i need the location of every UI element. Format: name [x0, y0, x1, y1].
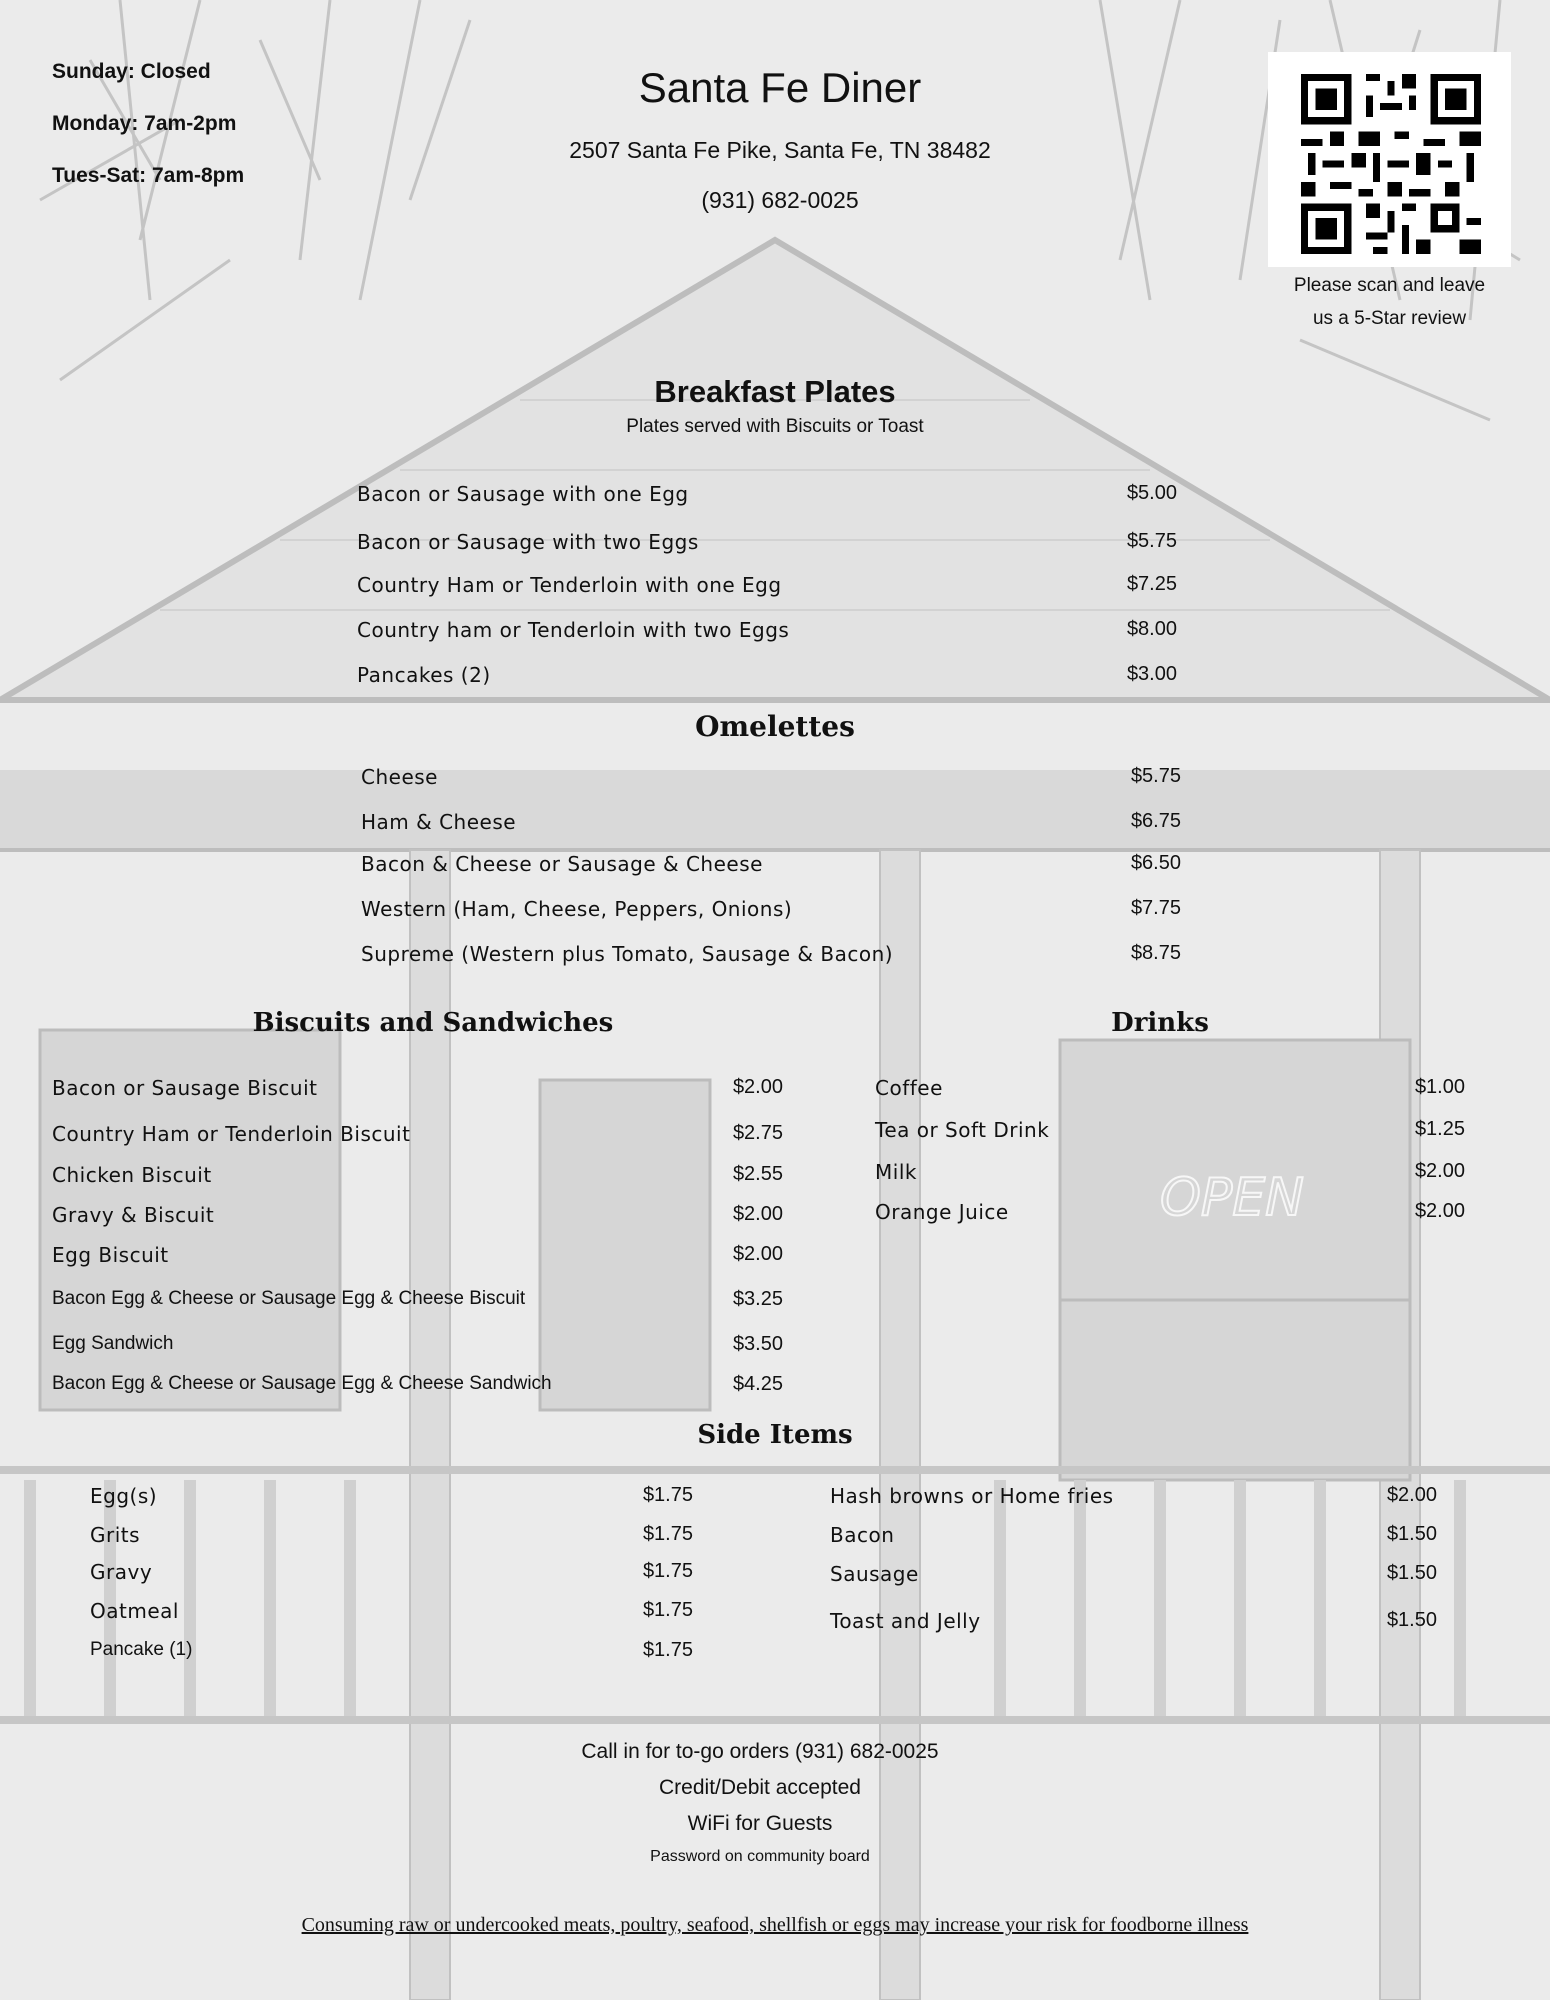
menu-item-name: Grits	[90, 1523, 141, 1547]
menu-item-row	[361, 810, 1181, 834]
menu-item-row	[52, 1203, 783, 1227]
menu-item-price: $5.00	[1126, 482, 1177, 504]
menu-item-row	[52, 1288, 783, 1311]
menu-item-row	[875, 1118, 1465, 1142]
omelettes-title: Omelettes	[695, 710, 855, 743]
hours-tues-sat: Tues-Sat: 7am-8pm	[52, 164, 245, 187]
menu-item-name: Bacon Egg & Cheese or Sausage Egg & Cheese Biscuit	[52, 1288, 526, 1309]
menu-item-price: $1.75	[642, 1599, 693, 1621]
menu-item-row	[361, 897, 1181, 921]
menu-item-name: Coffee	[875, 1076, 943, 1100]
menu-item-row	[361, 852, 1181, 876]
restaurant-phone: (931) 682-0025	[701, 187, 859, 213]
togo-line: Call in for to-go orders (931) 682-0025	[581, 1740, 939, 1763]
menu-item-row	[52, 1122, 783, 1146]
menu-item-row	[52, 1373, 783, 1396]
menu-item-name: Country Ham or Tenderloin with one Egg	[357, 573, 782, 597]
menu-item-price: $1.75	[642, 1560, 693, 1582]
restaurant-name: Santa Fe Diner	[638, 64, 922, 111]
menu-item-name: Cheese	[361, 765, 438, 789]
biscuits-title: Biscuits and Sandwiches	[252, 1008, 614, 1038]
menu-item-row	[361, 942, 1181, 966]
menu-item-price: $2.00	[732, 1076, 783, 1098]
menu-item-row	[90, 1523, 693, 1547]
menu-item-price: $2.75	[732, 1122, 783, 1144]
menu-item-name: Gravy	[90, 1560, 153, 1584]
menu-item-name: Pancake (1)	[90, 1639, 193, 1660]
hours-block	[52, 60, 244, 216]
hours-sunday: Sunday: Closed	[52, 60, 211, 83]
qr-caption	[1268, 269, 1511, 335]
menu-item-row	[52, 1076, 783, 1100]
menu-item-row	[357, 573, 1177, 597]
menu-item-row	[357, 530, 1177, 554]
menu-item-price: $1.25	[1414, 1118, 1465, 1140]
food-safety-warning: Consuming raw or undercooked meats, poultry, seafood, shellfish or eggs may increase your risk for foodborne illness	[301, 1914, 1249, 1936]
menu-item-price: $1.50	[1386, 1562, 1437, 1584]
breakfast-note: Plates served with Biscuits or Toast	[626, 416, 924, 437]
menu-item-name: Milk	[875, 1160, 917, 1184]
menu-item-name: Country ham or Tenderloin with two Eggs	[357, 618, 790, 642]
password-line: Password on community board	[650, 1848, 870, 1865]
menu-item-price: $7.25	[1126, 573, 1177, 595]
menu-item-name: Egg Sandwich	[52, 1333, 174, 1354]
menu-item-row	[830, 1484, 1437, 1508]
menu-item-name: Bacon or Sausage with two Eggs	[357, 530, 699, 554]
menu-item-price: $1.75	[642, 1639, 693, 1661]
menu-item-price: $8.00	[1126, 618, 1177, 640]
menu-item-price: $1.50	[1386, 1523, 1437, 1545]
menu-item-price: $1.50	[1386, 1609, 1437, 1631]
menu-item-row	[830, 1609, 1437, 1633]
menu-item-price: $4.25	[732, 1373, 783, 1395]
menu-item-row	[361, 765, 1181, 789]
menu-item-name: Bacon or Sausage with one Egg	[357, 482, 689, 506]
menu-item-row	[52, 1243, 783, 1267]
menu-item-name: Egg(s)	[90, 1484, 158, 1508]
menu-item-price: $3.50	[732, 1333, 783, 1355]
menu-item-row	[875, 1076, 1465, 1100]
menu-item-name: Tea or Soft Drink	[875, 1118, 1050, 1142]
menu-item-row	[357, 663, 1177, 687]
menu-item-row	[52, 1163, 783, 1187]
sides-title: Side Items	[697, 1420, 853, 1450]
menu-item-name: Toast and Jelly	[830, 1609, 981, 1633]
menu-item-row	[875, 1200, 1465, 1224]
menu-item-row	[52, 1333, 783, 1356]
menu-item-name: Supreme (Western plus Tomato, Sausage & Bacon)	[361, 942, 894, 966]
menu-item-name: Chicken Biscuit	[52, 1163, 212, 1187]
open-sign: OPEN	[1160, 1168, 1305, 1228]
menu-item-name: Orange Juice	[875, 1200, 1009, 1224]
menu-item-name: Ham & Cheese	[361, 810, 517, 834]
menu-item-price: $2.00	[1386, 1484, 1437, 1506]
menu-item-row	[90, 1639, 693, 1662]
menu-item-price: $8.75	[1130, 942, 1181, 964]
menu-item-row	[357, 618, 1177, 642]
menu-item-price: $3.25	[732, 1288, 783, 1310]
menu-item-row	[830, 1562, 1437, 1586]
menu-item-name: Sausage	[830, 1562, 919, 1586]
menu-item-price: $5.75	[1130, 765, 1181, 787]
menu-item-name: Bacon or Sausage Biscuit	[52, 1076, 318, 1100]
qr-code-card[interactable]	[1268, 52, 1511, 267]
menu-item-name: Pancakes (2)	[357, 663, 491, 687]
restaurant-address: 2507 Santa Fe Pike, Santa Fe, TN 38482	[569, 137, 991, 163]
menu-item-name: Western (Ham, Cheese, Peppers, Onions)	[361, 897, 793, 921]
menu-item-price: $2.00	[1414, 1200, 1465, 1222]
wifi-line: WiFi for Guests	[687, 1812, 833, 1835]
menu-item-price: $2.55	[732, 1163, 783, 1185]
payment-line: Credit/Debit accepted	[659, 1776, 861, 1799]
menu-item-price: $1.75	[642, 1484, 693, 1506]
menu-item-name: Bacon	[830, 1523, 895, 1547]
menu-item-name: Bacon Egg & Cheese or Sausage Egg & Cheese Sandwich	[52, 1373, 552, 1394]
menu-item-name: Oatmeal	[90, 1599, 179, 1623]
menu-item-row	[830, 1523, 1437, 1547]
menu-item-row	[357, 482, 1177, 506]
menu-item-price: $7.75	[1130, 897, 1181, 919]
hours-monday: Monday: 7am-2pm	[52, 112, 237, 135]
menu-item-price: $2.00	[1414, 1160, 1465, 1182]
menu-item-price: $2.00	[732, 1243, 783, 1265]
qr-caption-line-1: Please scan and leave	[1293, 275, 1486, 296]
menu-item-name: Gravy & Biscuit	[52, 1203, 215, 1227]
menu-item-row	[90, 1484, 693, 1508]
menu-item-name: Egg Biscuit	[52, 1243, 169, 1267]
menu-item-name: Bacon & Cheese or Sausage & Cheese	[361, 852, 763, 876]
qr-caption-line-2: us a 5-Star review	[1312, 308, 1467, 329]
menu-item-row	[875, 1160, 1465, 1184]
drinks-title: Drinks	[1111, 1008, 1209, 1038]
menu-item-price: $2.00	[732, 1203, 783, 1225]
menu-item-price: $3.00	[1126, 663, 1177, 685]
breakfast-title: Breakfast Plates	[654, 374, 896, 409]
menu-item-price: $5.75	[1126, 530, 1177, 552]
menu-item-row	[90, 1560, 693, 1584]
menu-item-price: $6.50	[1130, 852, 1181, 874]
menu-item-price: $1.00	[1414, 1076, 1465, 1098]
menu-item-row	[90, 1599, 693, 1623]
menu-item-name: Hash browns or Home fries	[830, 1484, 1114, 1508]
menu-item-price: $1.75	[642, 1523, 693, 1545]
menu-item-name: Country Ham or Tenderloin Biscuit	[52, 1122, 411, 1146]
qr-code-icon[interactable]	[1296, 74, 1486, 254]
menu-item-price: $6.75	[1130, 810, 1181, 832]
